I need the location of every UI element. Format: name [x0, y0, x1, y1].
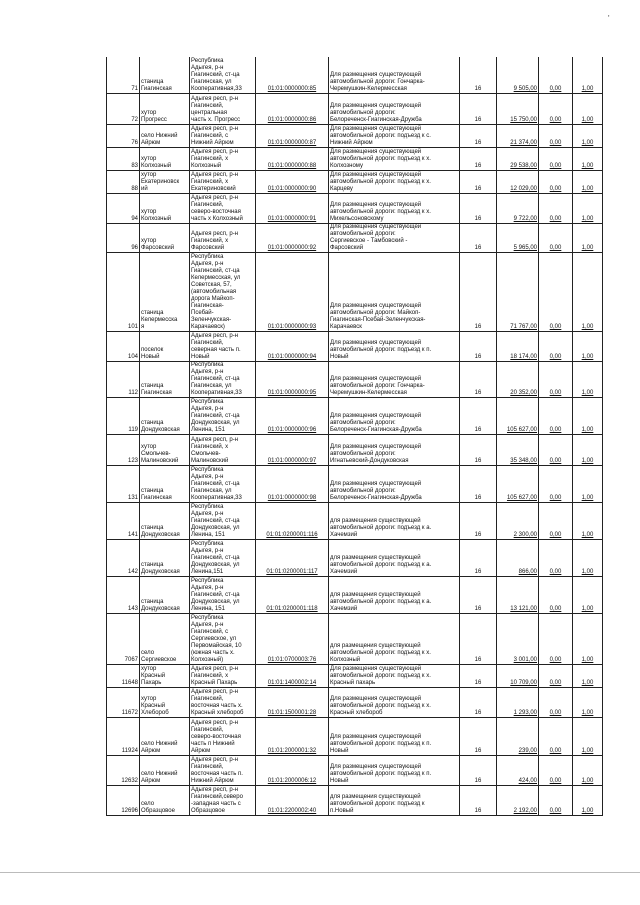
zero-value: 0,00: [539, 124, 573, 147]
category-code: 16: [460, 397, 497, 434]
area-value: 105 627,00: [497, 397, 539, 434]
one-value: 1,00: [573, 785, 603, 815]
address: Республика Адыгея, р-н Гиагинский, ст-ца Дондуковская, ул Ленина, 151: [190, 397, 256, 434]
zero-value: 0,00: [539, 361, 573, 397]
settlement: станица Дондуковская: [140, 539, 190, 576]
area-value: 13 121,00: [497, 576, 539, 613]
zero-value: 0,00: [539, 717, 573, 755]
row-number: 72: [107, 93, 140, 124]
one-value: 1,00: [573, 434, 603, 465]
table-row: [107, 252, 603, 331]
cadastral-number: 01:01:0000000:96: [256, 397, 329, 434]
permitted-use: Для размещения существующей автомобильной дороги: Гончарка- Черемушкин-Келермесская: [329, 361, 460, 397]
one-value: 1,00: [573, 664, 603, 687]
zero-value: 0,00: [539, 223, 573, 252]
settlement: хутор Колхозный: [140, 147, 190, 170]
permitted-use: для размещения существующей автомобильной дороги: подъезд к а. Хачемзий: [329, 576, 460, 613]
row-number: 131: [107, 465, 140, 502]
settlement: село Образцовое: [140, 785, 190, 815]
one-value: 1,00: [573, 252, 603, 331]
row-number: 11672: [107, 687, 140, 717]
settlement: хутор Колхозный: [140, 193, 190, 223]
settlement: станица Дондуковская: [140, 502, 190, 539]
cadastral-number: 01:01:2200002:40: [256, 785, 329, 815]
category-code: 16: [460, 613, 497, 664]
address: Адыгея респ, р-н Гиагинский, центральная часть х. Прогресс: [190, 93, 256, 124]
cadastral-number: 01:01:0200001:117: [256, 539, 329, 576]
cadastral-number: 01:01:1400002:14: [256, 664, 329, 687]
one-value: 1,00: [573, 465, 603, 502]
settlement: станица Гиагинская: [140, 57, 190, 93]
category-code: 16: [460, 717, 497, 755]
one-value: 1,00: [573, 93, 603, 124]
cadastral-number: 01:01:0000000:92: [256, 223, 329, 252]
one-value: 1,00: [573, 361, 603, 397]
category-code: 16: [460, 465, 497, 502]
cadastral-number: 01:01:0000000:85: [256, 57, 329, 93]
row-number: 12632: [107, 755, 140, 785]
area-value: 105 627,00: [497, 465, 539, 502]
category-code: 16: [460, 664, 497, 687]
area-value: 424,00: [497, 755, 539, 785]
area-value: 239,00: [497, 717, 539, 755]
permitted-use: Для размещения существующей автомобильной дороги: подъезд к п. Новый: [329, 331, 460, 361]
settlement: станица Гиагинская: [140, 361, 190, 397]
zero-value: 0,00: [539, 252, 573, 331]
table-row: [107, 223, 603, 252]
area-value: 3 001,00: [497, 613, 539, 664]
one-value: 1,00: [573, 613, 603, 664]
settlement: село Нижний Айрюм: [140, 717, 190, 755]
cadastral-number: 01:01:0000000:98: [256, 465, 329, 502]
zero-value: 0,00: [539, 576, 573, 613]
row-number: 104: [107, 331, 140, 361]
address: Республика Адыгея, р-н Гиагинский, ст-ца Дондуковская, ул Ленина, 151: [190, 502, 256, 539]
permitted-use: Для размещения существующей автомобильной дороги: Белореченск-Гиагинская-Дружба: [329, 465, 460, 502]
settlement: хутор Красный Хлебороб: [140, 687, 190, 717]
table-row: [107, 576, 603, 613]
row-number: 142: [107, 539, 140, 576]
address: Адыгея респ, р-н Гиагинский, х Фарсовский: [190, 223, 256, 252]
cadastral-number: 01:01:0000000:95: [256, 361, 329, 397]
area-value: 2 192,00: [497, 785, 539, 815]
one-value: 1,00: [573, 193, 603, 223]
row-number: 76: [107, 124, 140, 147]
one-value: 1,00: [573, 755, 603, 785]
settlement: хутор Прогресс: [140, 93, 190, 124]
permitted-use: Для размещения существующей автомобильной дороги: Белореченск-Гиагинская-Дружба: [329, 397, 460, 434]
permitted-use: Для размещения существующей автомобильной дороги: подъезд к п. Новый: [329, 755, 460, 785]
area-value: 9 722,00: [497, 193, 539, 223]
area-value: 18 174,00: [497, 331, 539, 361]
permitted-use: Для размещения существующей автомобильной дороги: подъезд к х. Михельсоновскому: [329, 193, 460, 223]
settlement: станица Дондуковская: [140, 576, 190, 613]
one-value: 1,00: [573, 147, 603, 170]
cadastral-number: 01:01:2000001:32: [256, 717, 329, 755]
area-value: 866,00: [497, 539, 539, 576]
zero-value: 0,00: [539, 502, 573, 539]
category-code: 16: [460, 93, 497, 124]
category-code: 16: [460, 687, 497, 717]
row-number: 11924: [107, 717, 140, 755]
one-value: 1,00: [573, 223, 603, 252]
area-value: 29 538,00: [497, 147, 539, 170]
one-value: 1,00: [573, 576, 603, 613]
row-number: 7067: [107, 613, 140, 664]
cadastral-number: 01:01:0000000:90: [256, 170, 329, 193]
area-value: 5 965,00: [497, 223, 539, 252]
permitted-use: Для размещения существующей автомобильной дороги: подъезд к х. Карцеву: [329, 170, 460, 193]
one-value: 1,00: [573, 717, 603, 755]
cadastral-number: 01:01:0200001:116: [256, 502, 329, 539]
cadastral-number: 01:01:0000000:97: [256, 434, 329, 465]
one-value: 1,00: [573, 687, 603, 717]
zero-value: 0,00: [539, 397, 573, 434]
land-plots-table: [106, 57, 603, 816]
area-value: 10 709,00: [497, 664, 539, 687]
cadastral-number: 01:01:0200001:118: [256, 576, 329, 613]
category-code: 16: [460, 502, 497, 539]
zero-value: 0,00: [539, 465, 573, 502]
one-value: 1,00: [573, 170, 603, 193]
permitted-use: Для размещения существующей автомобильной дороги: Белореченск-Гиагинская-Дружба: [329, 93, 460, 124]
zero-value: 0,00: [539, 193, 573, 223]
cadastral-number: 01:01:0000000:91: [256, 193, 329, 223]
address: Адыгея респ, р-н Гиагинский, северо-восточная часть п Нижний Айрюм: [190, 717, 256, 755]
table-row: [107, 147, 603, 170]
settlement: хутор Фарсовский: [140, 223, 190, 252]
table-row: [107, 93, 603, 124]
address: Республика Адыгея, р-н Гиагинский, ст-ца Гиагинская, ул Кооперативная,33: [190, 361, 256, 397]
area-value: 35 348,00: [497, 434, 539, 465]
cadastral-number: 01:01:0000000:87: [256, 124, 329, 147]
area-value: 9 505,00: [497, 57, 539, 93]
address: Республика Адыгея, р-н Гиагинский, ст-ца Дондуковская, ул Ленина,151: [190, 539, 256, 576]
settlement: станица Гиагинская: [140, 465, 190, 502]
area-value: 2 300,00: [497, 502, 539, 539]
row-number: 123: [107, 434, 140, 465]
address: Адыгея респ, р-н Гиагинский, с Нижний Айрюм: [190, 124, 256, 147]
address: Адыгея респ, р-н Гиагинский, х Колхозный: [190, 147, 256, 170]
zero-value: 0,00: [539, 613, 573, 664]
permitted-use: для размещения существующей автомобильной дороги: подъезд к п.Новый: [329, 785, 460, 815]
permitted-use: Для размещения существующей автомобильной дороги: подъезд к с. Нижний Айрюм: [329, 124, 460, 147]
permitted-use: Для размещения существующей автомобильной дороги: Гончарка- Черемушкин-Келермесская: [329, 57, 460, 93]
category-code: 16: [460, 252, 497, 331]
permitted-use: Для размещения существующей автомобильной дороги: подъезд к х. Красный пахарь: [329, 664, 460, 687]
zero-value: 0,00: [539, 147, 573, 170]
table-row: [107, 717, 603, 755]
category-code: 16: [460, 193, 497, 223]
one-value: 1,00: [573, 331, 603, 361]
one-value: 1,00: [573, 397, 603, 434]
row-number: 88: [107, 170, 140, 193]
settlement: село Нижний Айрюм: [140, 124, 190, 147]
row-number: 119: [107, 397, 140, 434]
settlement: хутор Красный Пахарь: [140, 664, 190, 687]
permitted-use: Для размещения существующей автомобильной дороги: Игнатьевский-Дондуковская: [329, 434, 460, 465]
row-number: 12696: [107, 785, 140, 815]
settlement: станица Дондуковская: [140, 397, 190, 434]
zero-value: 0,00: [539, 687, 573, 717]
zero-value: 0,00: [539, 785, 573, 815]
table-row: [107, 785, 603, 815]
row-number: 11648: [107, 664, 140, 687]
table-row: [107, 193, 603, 223]
table-row: [107, 170, 603, 193]
table-row: [107, 331, 603, 361]
category-code: 16: [460, 57, 497, 93]
address: Адыгея респ, р-н Гиагинский, х Екатериновский: [190, 170, 256, 193]
category-code: 16: [460, 223, 497, 252]
table-row: [107, 397, 603, 434]
cadastral-number: 01:01:0000000:93: [256, 252, 329, 331]
category-code: 16: [460, 539, 497, 576]
category-code: 16: [460, 331, 497, 361]
permitted-use: Для размещения существующей автомобильной дороги: подъезд к х. Красный хлебороб: [329, 687, 460, 717]
area-value: 21 374,00: [497, 124, 539, 147]
cadastral-number: 01:01:2000006:12: [256, 755, 329, 785]
address: Республика Адыгея, р-н Гиагинский, ст-ца Гиагинская, ул Кооперативная,33: [190, 57, 256, 93]
category-code: 16: [460, 361, 497, 397]
zero-value: 0,00: [539, 170, 573, 193]
row-number: 101: [107, 252, 140, 331]
one-value: 1,00: [573, 502, 603, 539]
table-row: [107, 434, 603, 465]
table-row: [107, 755, 603, 785]
settlement: село Нижний Айрюм: [140, 755, 190, 785]
settlement: село Сергиевское: [140, 613, 190, 664]
address: Адыгея респ, р-н Гиагинский, восточная часть п. Нижний Айрюм: [190, 755, 256, 785]
settlement: станица Келермесска я: [140, 252, 190, 331]
table-row: [107, 539, 603, 576]
category-code: 16: [460, 147, 497, 170]
cadastral-number: 01:01:0000000:88: [256, 147, 329, 170]
zero-value: 0,00: [539, 434, 573, 465]
zero-value: 0,00: [539, 57, 573, 93]
table-row: [107, 687, 603, 717]
zero-value: 0,00: [539, 664, 573, 687]
permitted-use: Для размещения существующей автомобильной дороги: подъезд к х. Колхозному: [329, 147, 460, 170]
cadastral-number: 01:01:0000000:94: [256, 331, 329, 361]
category-code: 16: [460, 785, 497, 815]
row-number: 83: [107, 147, 140, 170]
permitted-use: Для размещения существующей автомобильной дороги: Сергиевское - Тамбовский - Фарсовский: [329, 223, 460, 252]
row-number: 112: [107, 361, 140, 397]
cadastral-number: 01:01:0700003:76: [256, 613, 329, 664]
page-bottom-line: [0, 872, 640, 873]
permitted-use: Для размещения существующей автомобильной дороги: подъезд к п. Новый: [329, 717, 460, 755]
table-row: [107, 664, 603, 687]
address: Адыгея респ, р-н Гиагинский, х Смольчев- Малиновский: [190, 434, 256, 465]
area-value: 12 029,00: [497, 170, 539, 193]
row-number: 143: [107, 576, 140, 613]
table-row: [107, 57, 603, 93]
row-number: 71: [107, 57, 140, 93]
table-row: [107, 465, 603, 502]
address: Адыгея респ, р-н Гиагинский, х Красный Пахарь: [190, 664, 256, 687]
row-number: 96: [107, 223, 140, 252]
address: Адыгея респ, р-н Гиагинский,северо -западная часть с Образцовое: [190, 785, 256, 815]
address: Адыгея респ, р-н Гиагинский, северо-восточная часть х Колхозный: [190, 193, 256, 223]
zero-value: 0,00: [539, 331, 573, 361]
table-row: [107, 613, 603, 664]
one-value: 1,00: [573, 57, 603, 93]
zero-value: 0,00: [539, 539, 573, 576]
address: Республика Адыгея, р-н Гиагинский, ст-ца Келермесская, ул Советская, 57, (автомобильная дорога Майкоп- Гиагинская- Псебай- Зеленчукская- Карачаевск): [190, 252, 256, 331]
table-row: [107, 361, 603, 397]
permitted-use: для размещения существующей автомобильной дороги: подъезд к а. Хачемзий: [329, 502, 460, 539]
table-row: [107, 124, 603, 147]
area-value: 15 750,00: [497, 93, 539, 124]
one-value: 1,00: [573, 539, 603, 576]
category-code: 16: [460, 124, 497, 147]
area-value: 1 293,00: [497, 687, 539, 717]
one-value: 1,00: [573, 124, 603, 147]
settlement: поселок Новый: [140, 331, 190, 361]
cadastral-number: 01:01:1500001:28: [256, 687, 329, 717]
settlement: хутор Смольчев- Малиновский: [140, 434, 190, 465]
row-number: 141: [107, 502, 140, 539]
permitted-use: для размещения существующей автомобильной дороги: подъезд к х. Колхозный: [329, 613, 460, 664]
address: Республика Адыгея, р-н Гиагинский, ст-ца Дондуковская, ул Ленина, 151: [190, 576, 256, 613]
cadastral-number: 01:01:0000000:86: [256, 93, 329, 124]
category-code: 16: [460, 434, 497, 465]
permitted-use: Для размещения существующей автомобильной дороги: Майкоп- Гиагинская-Псебай-Зеленчукская- Карачаевск: [329, 252, 460, 331]
permitted-use: для размещения существующей автомобильной дороги: подъезд к а. Хачемзий: [329, 539, 460, 576]
corner-mark: ': [608, 14, 610, 23]
zero-value: 0,00: [539, 93, 573, 124]
zero-value: 0,00: [539, 755, 573, 785]
address: Республика Адыгея, р-н Гиагинский, ст-ца Гиагинская, ул Кооперативная,33: [190, 465, 256, 502]
category-code: 16: [460, 576, 497, 613]
row-number: 94: [107, 193, 140, 223]
table-row: [107, 502, 603, 539]
settlement: хутор Екатериновск ий: [140, 170, 190, 193]
category-code: 16: [460, 755, 497, 785]
address: Адыгея респ, р-н Гиагинский, северная часть п. Новый: [190, 331, 256, 361]
area-value: 20 352,00: [497, 361, 539, 397]
area-value: 71 767,00: [497, 252, 539, 331]
category-code: 16: [460, 170, 497, 193]
address: Адыгея респ, р-н Гиагинский, восточная часть х. Красный хлебороб: [190, 687, 256, 717]
address: Республика Адыгея, р-н Гиагинский, с Сергиевское, ул Первомайская, 10 (южная часть х. Колхозный): [190, 613, 256, 664]
